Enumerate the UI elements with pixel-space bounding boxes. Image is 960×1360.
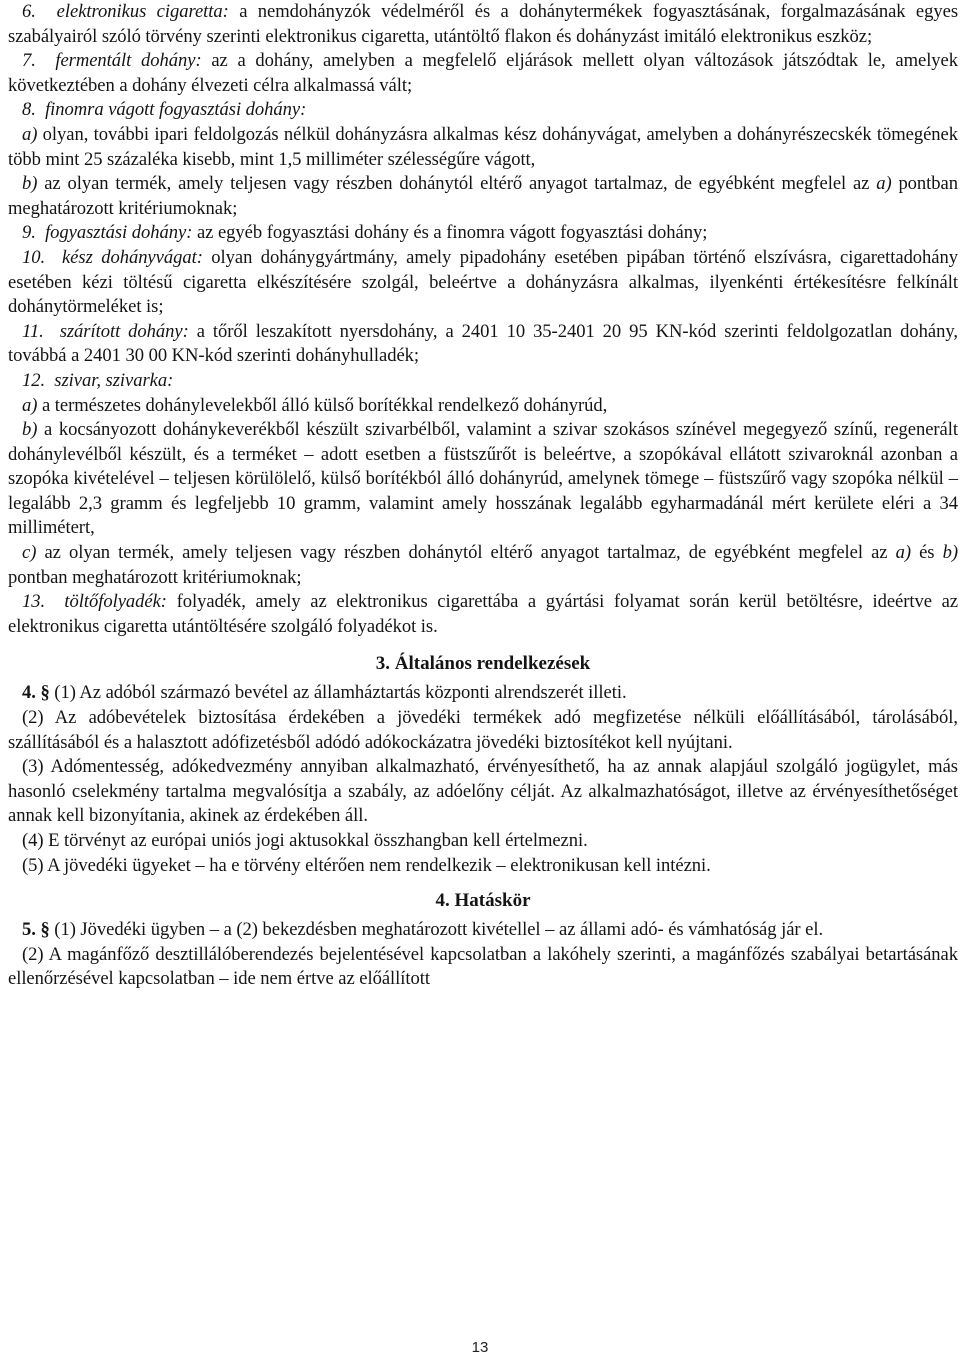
item-number: 13. [22,591,46,613]
defined-term: szárított dohány: [59,320,189,342]
item-number: 12. [22,369,46,391]
defined-term: elektronikus cigaretta: [56,1,229,22]
section-heading-3: 3. Általános rendelkezések [375,653,591,675]
paragraph-text: (1) Az adóból származó bevétel az államháztartás központi alrendszerét illeti. [49,682,627,704]
page-number: 13 [471,1339,489,1356]
subpoint-text: a természetes dohánylevelekből álló külső borítékkal rendelkező dohányrúd, [37,394,608,416]
definition-12-c [8,541,958,590]
definition-12 [8,369,958,394]
item-number: 10. [22,246,46,268]
subpoint-letter: a) [22,394,38,416]
item-number: 8. [22,99,36,121]
definition-12-b [8,418,958,541]
item-number: 6. [22,1,36,22]
item-number: 7. [22,50,36,72]
section-5-paragraph-1 [8,918,958,943]
subpoint-letter: c) [22,542,37,564]
definition-text: folyadék, amely az elektronikus cigarettába a gyártási folyamat során kerül betöltésre, ideértve az elektronikus cigaretta utántöltésére szolgáló folyadékot is. [8,591,958,637]
definition-9 [8,221,958,246]
definition-text: az a dohány, amelyben a megfelelő eljárások mellett olyan változások játszódtak le, amelyek következtében a dohány élvezeti célra alkalmassá vált; [8,50,959,96]
item-number: 11. [22,320,44,342]
section-number: 5. § [22,919,50,941]
subpoint-text: pontban meghatározott kritériumoknak; [8,566,302,588]
definition-text: olyan dohánygyártmány, amely pipadohány esetében pipában történő elszívásra, cigarettadohány esetében kézi töltésű cigaretta elkészítésére szolgál, beleértve a dohányzásra alkalmas, ilyenkénti értékesítésre felkínált dohánytörmeléket is; [8,246,959,318]
section-4-paragraph-3: (3) Adómentesség, adókedvezmény annyiban alkalmazható, érvényesíthető, ha az annak alapjául szolgáló jogügylet, más hasonló cselekmény tartalma megvalósítja a szabály, az adóelőny célját. Az alkalmazhatóságot, illetve az érvényesíthetőséget annak kell bizonyítania, akinek az érdekében áll. [8,756,958,827]
item-number: 9. [22,222,36,244]
document-page [8,0,958,1360]
defined-term: fogyasztási dohány: [45,222,193,244]
definition-8 [8,98,958,123]
defined-term: fermentált dohány: [55,50,202,72]
subpoint-text: olyan, további ipari feldolgozás nélkül dohányzásra alkalmas kész dohányvágat, amelyben a dohányrészecskék tömegének több mint 25 százaléka kisebb, mint 1,5 milliméter szélességűre vágott, [8,123,958,170]
defined-term: finomra vágott fogyasztási dohány: [45,99,307,121]
definition-6 [8,0,958,49]
section-5-paragraph-2: (2) A magánfőző desztillálóberendezés bejelentésével kapcsolatban a lakóhely szerinti, a magánfőzés szabályai betartásának ellenőrzésével kapcsolatban – ide nem értve az előállított [8,943,958,990]
section-4-paragraph-4: (4) E törvényt az európai uniós jogi aktusokkal összhangban kell értelmezni. [22,830,588,851]
definition-12-a [8,394,958,419]
section-heading-4: 4. Hatáskör [435,890,531,912]
section-number: 4. § [22,682,50,704]
subpoint-reference: a) [876,173,892,195]
section-4-paragraph-1 [8,681,958,706]
subpoint-letter: b) [22,173,38,195]
definition-13 [8,590,958,639]
defined-term: szivar, szivarka: [54,369,174,391]
paragraph-text: (1) Jövedéki ügyben – a (2) bekezdésben meghatározott kivétellel – az állami adó- és vámhatóság jár el. [49,919,824,941]
subpoint-text: és [911,542,943,564]
subpoint-text: az olyan termék, amely teljesen vagy részben dohánytól eltérő anyagot tartalmaz, de egyébként megfelel az [36,542,896,564]
subpoint-text: pontban meghatározott kritériumoknak; [8,173,958,219]
definition-text: az egyéb fogyasztási dohány és a finomra vágott fogyasztási dohány; [192,222,708,244]
definition-11 [8,320,958,369]
definition-10 [8,246,958,320]
section-4-paragraph-5: (5) A jövedéki ügyeket – ha e törvény eltérően nem rendelkezik – elektronikusan kell intézni. [22,854,711,876]
subpoint-letter: a) [22,123,38,145]
definition-7 [8,49,958,98]
subpoint-text: a kocsányozott dohánykeverékből készült szivarbélből, valamint a szivar szokásos színével megegyező színű, regenerált dohánylevélből készült, és a terméket – adott esetben a füstszűrőt is beleértve, a szopókával ellátott szivaroknál azonban a szopóka kivételével – teljesen körülölelő, külső borítékból álló dohányrúd, amelynek tömege – füstszűrő vagy szopóka nélkül – legalább 2,3 gramm és legfeljebb 10 gramm, valamint amely hosszának legalább egyharmadánál mért kerülete eléri a 34 millimétert, [8,419,958,539]
section-4-paragraph-2: (2) Az adóbevételek biztosítása érdekében a jövedéki termékek adó megfizetése nélküli előállításából, tárolásából, szállításából és a halasztott adófizetésből adódó adókockázatra jövedéki biztosítékot kell nyújtani. [8,707,958,753]
defined-term: kész dohányvágat: [61,246,203,268]
definition-text: a nemdohányzók védelméről és a dohánytermékek fogyasztásának, forgalmazásának egyes szabályairól szóló törvény szerinti elektronikus cigaretta, utántöltő flakon és dohányzást imitáló elektronikus eszköz; [8,1,959,47]
subpoint-letter: b) [22,419,38,441]
definition-text: a tőről leszakított nyersdohány, a 2401 10 35-2401 20 95 KN-kód szerinti feldolgozatlan dohány, továbbá a 2401 30 00 KN-kód szerinti dohányhulladék; [8,320,958,367]
definition-8-b [8,172,958,221]
subpoint-reference: b) [942,542,958,564]
subpoint-reference: a) [895,542,911,564]
defined-term: töltőfolyadék: [64,591,167,613]
subpoint-text: az olyan termék, amely teljesen vagy részben dohánytól eltérő anyagot tartalmaz, de egyébként megfelel az [37,173,877,195]
definition-8-a [8,123,958,172]
